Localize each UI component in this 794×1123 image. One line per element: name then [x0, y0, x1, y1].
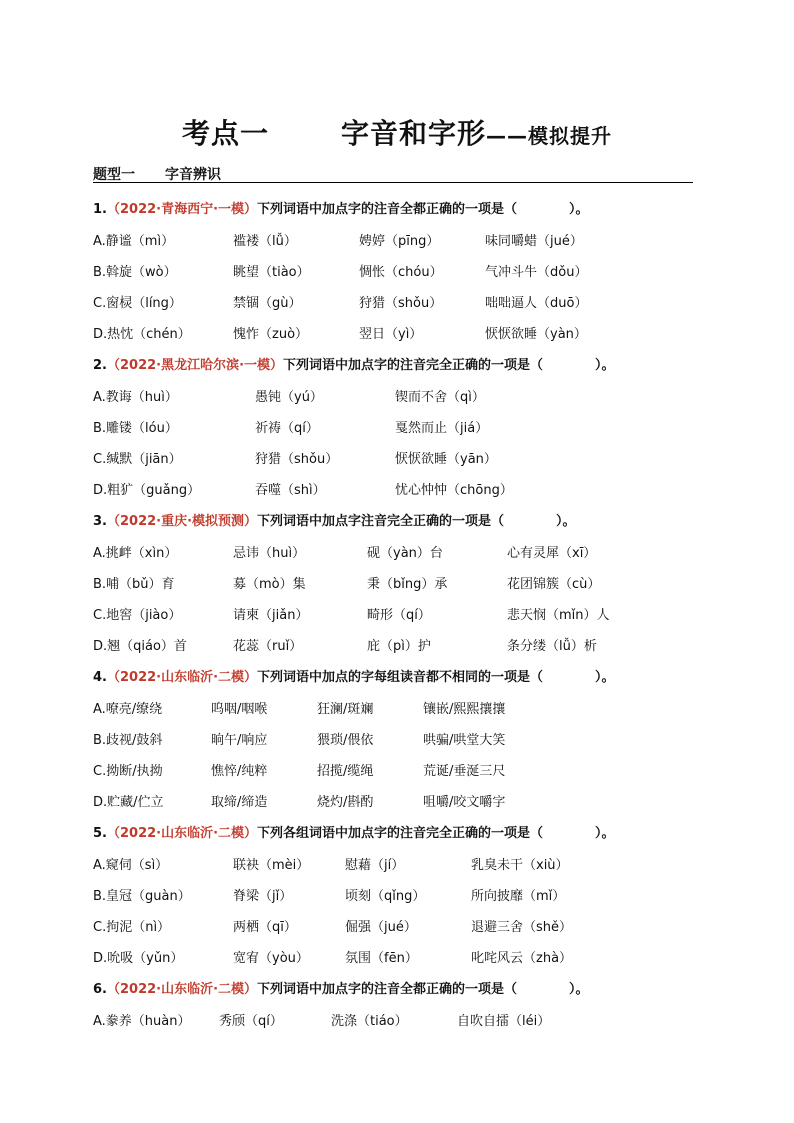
option-cell: C.拘泥（nì） [93, 920, 171, 935]
option-cell: D.吮吸（yǔn） [93, 951, 184, 966]
option-row [93, 635, 713, 655]
question-source: （2022·重庆·模拟预测） [106, 514, 258, 529]
option-cell: 恹恹欲睡（yān） [395, 452, 497, 467]
option-cell: 倔强（jué） [345, 920, 417, 935]
option-row [93, 760, 713, 780]
option-cell: 狂澜/斑斓 [317, 702, 374, 717]
title-main: 考点一 [181, 117, 269, 150]
option-row [93, 573, 713, 593]
question-3 [93, 510, 576, 529]
option-cell: 眺望（tiào） [233, 265, 310, 280]
title-topic: 字音和字形 [341, 117, 487, 150]
question-stem: 下列词语中加点字的注音全都正确的一项是（ ）。 [257, 202, 589, 217]
question-source: （2022·山东临沂·二模） [106, 982, 258, 997]
option-cell: 乳臭未干（xiù） [471, 858, 569, 873]
question-stem: 下列词语中加点字的注音全都正确的一项是（ ）。 [257, 982, 589, 997]
option-cell: B.雕镂（lóu） [93, 421, 178, 436]
option-row [93, 386, 713, 406]
option-row [93, 1010, 713, 1030]
option-cell: 悲天悯（mǐn）人 [507, 608, 610, 623]
option-cell: 褴褛（lǚ） [233, 234, 297, 249]
option-cell: D.贮藏/伫立 [93, 795, 164, 810]
option-cell: 招揽/缆绳 [317, 764, 374, 779]
option-row [93, 916, 713, 936]
option-cell: C.缄默（jiān） [93, 452, 182, 467]
option-cell: 娉婷（pīng） [359, 234, 440, 249]
option-cell: 心有灵犀（xī） [507, 546, 597, 561]
option-cell: 恹恹欲睡（yàn） [485, 327, 587, 342]
option-cell: 锲而不舍（qì） [395, 390, 485, 405]
question-stem: 下列词语中加点字的注音完全正确的一项是（ ）。 [283, 358, 615, 373]
option-cell: A.窥伺（sì） [93, 858, 169, 873]
option-cell: A.教诲（huì） [93, 390, 178, 405]
option-cell: C.拗断/执拗 [93, 764, 163, 779]
section-type: 题型一 [93, 167, 135, 183]
option-cell: 烧灼/斟酌 [317, 795, 374, 810]
title-suffix: ——模拟提升 [486, 124, 613, 148]
option-cell: 秀颀（qí） [219, 1014, 283, 1029]
option-cell: B.斡旋（wò） [93, 265, 177, 280]
option-cell: 两栖（qī） [233, 920, 297, 935]
option-row [93, 479, 713, 499]
option-row [93, 729, 713, 749]
option-cell: 荒诞/垂涎三尺 [423, 764, 506, 779]
option-row [93, 448, 713, 468]
option-row [93, 323, 713, 343]
option-cell: 气冲斗牛（dǒu） [485, 265, 588, 280]
question-1 [93, 198, 589, 217]
option-cell: 募（mò）集 [233, 577, 306, 592]
option-cell: 取缔/缔造 [211, 795, 268, 810]
option-cell: 条分缕（lǚ）析 [507, 639, 597, 654]
option-cell: C.地窖（jiào） [93, 608, 182, 623]
option-cell: D.翘（qiáo）首 [93, 639, 187, 654]
option-cell: 顷刻（qǐng） [345, 889, 426, 904]
option-cell: 花团锦簇（cù） [507, 577, 601, 592]
question-number: 2. [93, 358, 107, 373]
option-cell: 吞噬（shì） [255, 483, 326, 498]
question-source: （2022·山东临沂·二模） [106, 670, 258, 685]
option-cell: 忧心忡忡（chōng） [395, 483, 513, 498]
option-cell: 猥琐/偎依 [317, 733, 374, 748]
option-cell: 所向披靡（mǐ） [471, 889, 566, 904]
option-cell: 庇（pì）护 [367, 639, 431, 654]
question-source: （2022·青海西宁·一模） [106, 202, 258, 217]
option-row [93, 698, 713, 718]
option-cell: 慰藉（jí） [345, 858, 405, 873]
option-cell: D.热忱（chén） [93, 327, 191, 342]
question-stem: 下列词语中加点字注音完全正确的一项是（ ）。 [257, 514, 576, 529]
option-cell: 晌午/响应 [211, 733, 268, 748]
option-cell: A.豢养（huàn） [93, 1014, 191, 1029]
option-cell: 氛围（fēn） [345, 951, 418, 966]
option-cell: 自吹自擂（léi） [457, 1014, 551, 1029]
option-row [93, 791, 713, 811]
option-row [93, 604, 713, 624]
option-cell: 戛然而止（jiá） [395, 421, 489, 436]
question-source: （2022·黑龙江哈尔滨·一模） [106, 358, 284, 373]
option-cell: 翌日（yì） [359, 327, 423, 342]
option-cell: 愚钝（yú） [255, 390, 323, 405]
question-4 [93, 666, 615, 685]
option-row [93, 854, 713, 874]
option-cell: 洗涤（tiáo） [331, 1014, 408, 1029]
option-cell: C.窗棂（líng） [93, 296, 182, 311]
question-6 [93, 978, 589, 997]
option-cell: 憔悴/纯粹 [211, 764, 268, 779]
option-cell: 咄咄逼人（duō） [485, 296, 588, 311]
option-cell: 退避三舍（shě） [471, 920, 573, 935]
option-cell: 秉（bǐng）承 [367, 577, 448, 592]
option-row [93, 292, 713, 312]
option-cell: 愧怍（zuò） [233, 327, 309, 342]
option-cell: 叱咤风云（zhà） [471, 951, 573, 966]
option-cell: 砚（yàn）台 [367, 546, 443, 561]
option-cell: 请柬（jiǎn） [233, 608, 309, 623]
option-cell: 忌讳（huì） [233, 546, 306, 561]
option-cell: 镶嵌/熙熙攘攘 [423, 702, 506, 717]
option-row [93, 230, 713, 250]
option-row [93, 261, 713, 281]
option-cell: 呜咽/咽喉 [211, 702, 268, 717]
option-row [93, 542, 713, 562]
option-cell: B.皇冠（guàn） [93, 889, 191, 904]
question-number: 5. [93, 826, 107, 841]
option-cell: 惆怅（chóu） [359, 265, 443, 280]
question-2 [93, 354, 615, 373]
option-cell: 禁锢（gù） [233, 296, 302, 311]
question-5 [93, 822, 615, 841]
option-cell: 祈祷（qí） [255, 421, 319, 436]
option-cell: 狩猎（shǒu） [359, 296, 443, 311]
option-cell: A.嘹亮/缭绕 [93, 702, 163, 717]
option-cell: B.歧视/鼓斜 [93, 733, 163, 748]
question-number: 3. [93, 514, 107, 529]
question-number: 1. [93, 202, 107, 217]
section-heading [93, 164, 693, 183]
question-stem: 下列词语中加点的字每组读音都不相同的一项是（ ）。 [257, 670, 615, 685]
question-number: 4. [93, 670, 107, 685]
question-source: （2022·山东临沂·二模） [106, 826, 258, 841]
option-cell: 花蕊（ruǐ） [233, 639, 303, 654]
option-row [93, 417, 713, 437]
option-cell: 联袂（mèi） [233, 858, 310, 873]
option-cell: 脊梁（jǐ） [233, 889, 293, 904]
option-cell: 味同嚼蜡（jué） [485, 234, 583, 249]
option-cell: B.哺（bǔ）育 [93, 577, 175, 592]
option-row [93, 947, 713, 967]
option-cell: A.挑衅（xìn） [93, 546, 178, 561]
question-stem: 下列各组词语中加点字的注音完全正确的一项是（ ）。 [257, 826, 615, 841]
option-cell: 宽宥（yòu） [233, 951, 309, 966]
option-cell: 咀嚼/咬文嚼字 [423, 795, 506, 810]
option-cell: 畸形（qí） [367, 608, 431, 623]
option-row [93, 885, 713, 905]
option-cell: 哄骗/哄堂大笑 [423, 733, 506, 748]
option-cell: A.静谧（mì） [93, 234, 175, 249]
option-cell: D.粗犷（guǎng） [93, 483, 201, 498]
question-number: 6. [93, 982, 107, 997]
option-cell: 狩猎（shǒu） [255, 452, 339, 467]
page-title [0, 112, 794, 152]
section-name: 字音辨识 [165, 167, 221, 183]
